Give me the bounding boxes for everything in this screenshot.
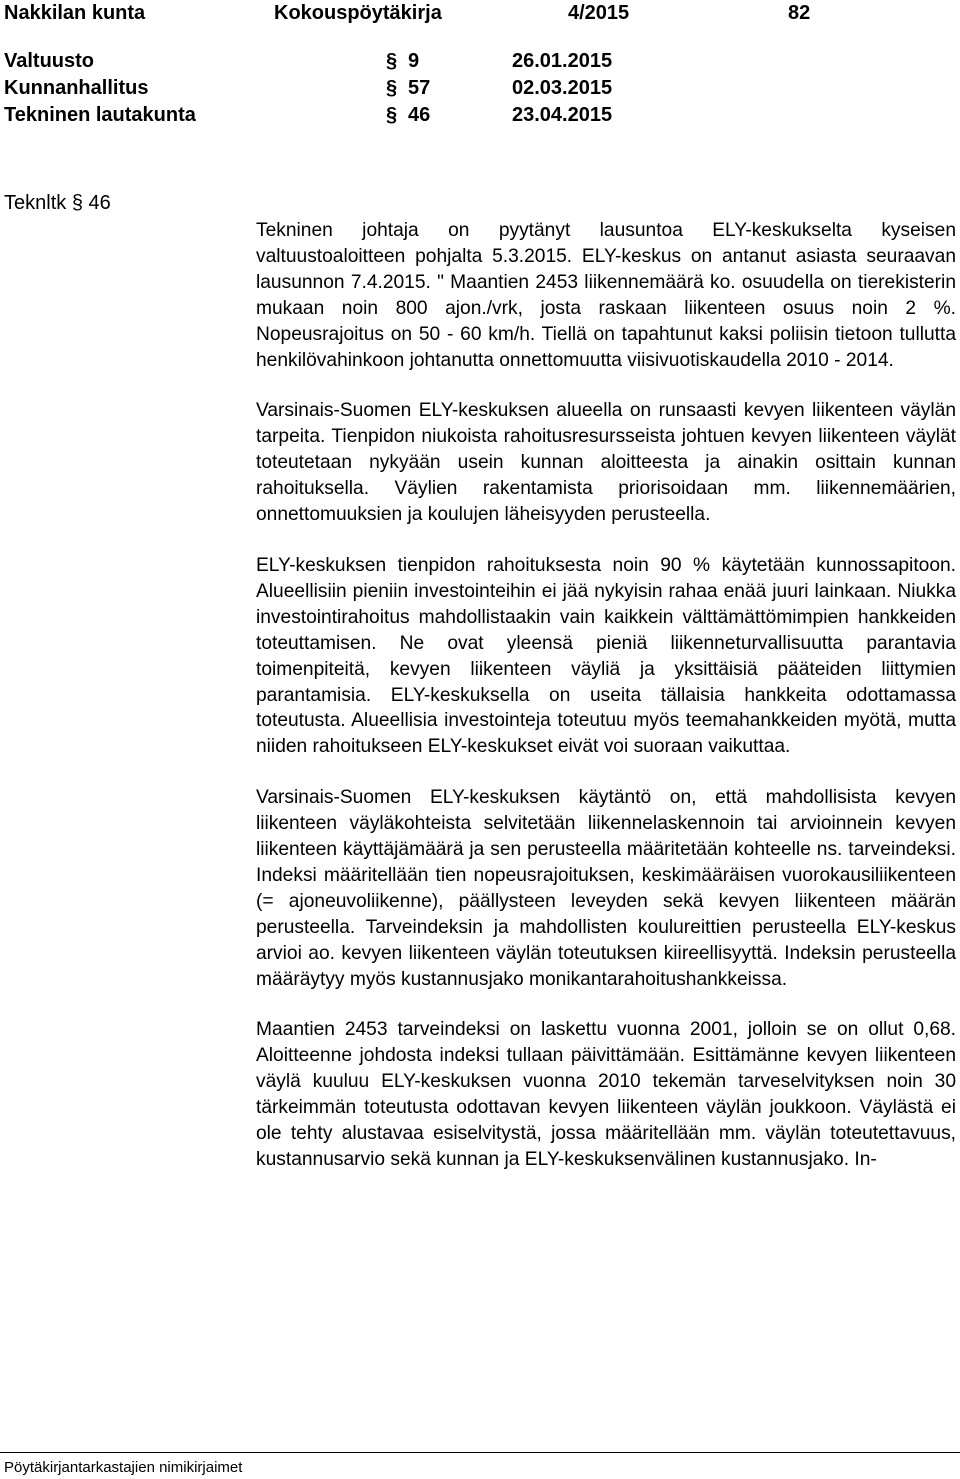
content-paragraph: Varsinais-Suomen ELY-keskuksen käytäntö on, että mahdollisista kevyen liikenteen väyläkohteista selvitetään liikennelaskennoin tai arvioinnein kevyen liikenteen käyttäjämäärä ja sen perusteella määritetään kohteelle ns. tarveindeksi. Indeksi määritellään tien nopeusrajoituksen, keskimääräisen vuorokausiliikenteen (= ajoneuvoliikenne), päällysteen leveyden sekä kevyen liikenteen määrän perusteella. Tarveindeksin ja mahdollisten koulureittien perusteella ELY-keskus arvioi ao. kevyen liikenteen väylän toteutuksen kiireellisyyttä. Indeksin perusteella määräytyy myös kustannusjako monikantarahoitushankkeissa.	[256, 787, 956, 990]
meeting-date: 23.04.2015	[512, 104, 613, 126]
section-symbol: §	[71, 192, 83, 214]
section-symbol: §	[386, 50, 398, 72]
meeting-date: 26.01.2015	[512, 50, 613, 72]
section-number: 46	[88, 192, 111, 214]
content-paragraph: Tekninen johtaja on pyytänyt lausuntoa ELY-keskukselta kyseisen valtuustoaloitteen pohjalta 5.3.2015. ELY-keskus on antanut asiasta seuraavan lausunnon 7.4.2015. " Maantien 2453 liikennemäärä ko. osuudella on tierekisterin mukaan noin 800 ajon./vrk, josta raskaan liikenteen osuus noin 2 %. Nopeusrajoitus on 50 - 60 km/h. Tiellä on tapahtunut kaksi poliisin tietoon tullutta henkilövahinkoon johtanutta onnettomuutta viisivuotiskaudella 2010 - 2014.	[256, 220, 956, 371]
minutes-content	[256, 218, 956, 1198]
footer-divider	[0, 1452, 960, 1453]
municipality-name: Nakkilan kunta	[4, 2, 146, 24]
content-paragraph: Varsinais-Suomen ELY-keskuksen alueella on runsaasti kevyen liikenteen väylän tarpeita. Tienpidon niukoista rahoitusresursseista johtuen kevyen liikenteen väylät toteutetaan nykyään usein kunnan aloitteesta ja ainakin osittain kunnan rahoituksella. Väylien rakentamista priorisoidaan mm. liikennemäärien, onnettomuuksien ja koulujen läheisyyden perusteella.	[256, 400, 956, 526]
document-type: Kokouspöytäkirja	[274, 2, 442, 24]
issue-number: 4/2015	[568, 2, 630, 24]
body-name: Valtuusto	[4, 50, 95, 72]
page-number: 82	[788, 2, 811, 24]
section-number: 9	[408, 50, 420, 72]
section-label	[4, 190, 111, 216]
decision-bodies-list	[4, 48, 704, 129]
page-header	[0, 0, 960, 26]
section-number: 46	[408, 104, 431, 126]
section-symbol: §	[386, 104, 398, 126]
section-symbol: §	[386, 77, 398, 99]
section-number: 57	[408, 77, 431, 99]
decision-body-row	[4, 102, 704, 129]
footer-signature-label: Pöytäkirjantarkastajien nimikirjaimet	[4, 1459, 243, 1476]
meeting-date: 02.03.2015	[512, 77, 613, 99]
section-label-text: Teknltk	[4, 192, 67, 214]
decision-body-row	[4, 75, 704, 102]
decision-body-row	[4, 48, 704, 75]
body-name: Tekninen lautakunta	[4, 104, 196, 126]
body-name: Kunnanhallitus	[4, 77, 149, 99]
content-paragraph: Maantien 2453 tarveindeksi on laskettu vuonna 2001, jolloin se on ollut 0,68. Aloitteenne johdosta indeksi tullaan päivittämään. Esittämänne kevyen liikenteen väylä kuuluu ELY-keskuksen vuonna 2010 tekemän tarveselvityksen noin 30 tärkeimmän toteutusta odottavan kevyen liikenteen väylän joukkoon. Väylästä ei ole tehty alustavaa esiselvitystä, jossa määritellään mm. väylän toteutettavuus, kustannusarvio sekä kunnan ja ELY-keskuksenvälinen kustannusjako. In-	[256, 1019, 956, 1170]
content-paragraph: ELY-keskuksen tienpidon rahoituksesta noin 90 % käytetään kunnossapitoon. Alueellisiin pieniin investointeihin ei jää nykyisin rahaa enää juuri lainkaan. Niukka investointirahoitus mahdollistaakin vain kaikkein välttämättömimpien hankkeiden toteuttamisen. Ne ovat yleensä pieniä liikenneturvallisuutta parantavia toimenpiteitä, kevyen liikenteen väyliä ja yksittäisiä pääteiden liittymien parantamisia. ELY-keskuksella on useita tällaisia hankkeita odottamassa toteutusta. Alueellisia investointeja toteutuu myös teemahankkeiden myötä, mutta niiden rahoitukseen ELY-keskukset eivät voi suoraan vaikuttaa.	[256, 554, 956, 758]
